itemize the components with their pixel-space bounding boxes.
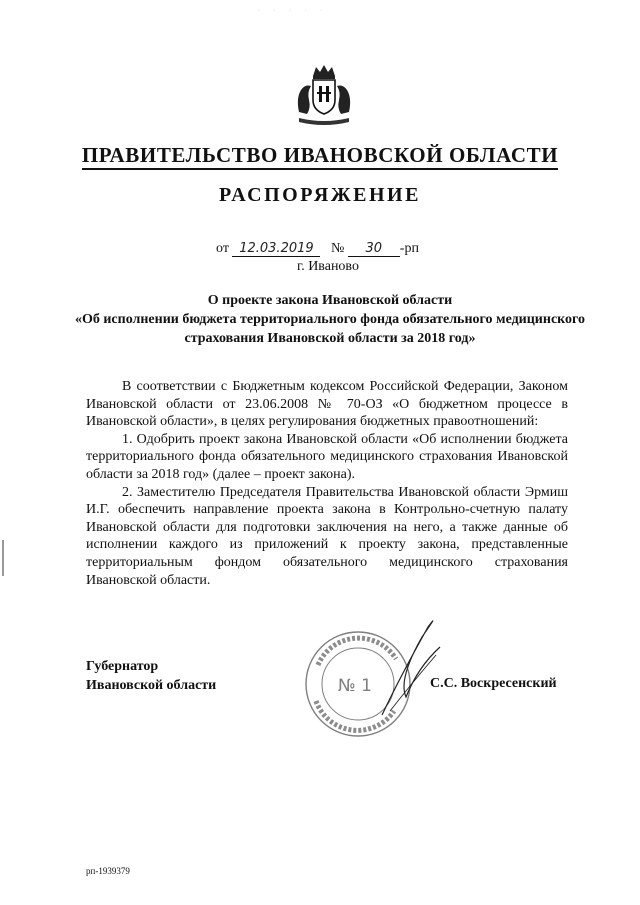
body-paragraph-2: 1. Одобрить проект закона Ивановской области «Об исполнении бюджета территориального фонда обязательного медицинского страхования Ивановской области за 2018 год» (далее – проект закона). [86, 431, 568, 482]
date-number-line [216, 241, 419, 257]
body-paragraph-1: В соответствии с Бюджетным кодексом Российской Федерации, Законом Ивановской области от 23.06.2008 № 70-ОЗ «О бюджетном процессе в Ивановской области», в целях регулирования бюджетных правоотношений: [86, 379, 568, 430]
title-line-1: О проекте закона Ивановской области [207, 293, 453, 308]
body-paragraph-3: 2. Заместителю Председателя Правительства Ивановской области Эрмиш И.Г. обеспечить направление проекта закона в Контрольно-счетную палату Ивановской области для подготовки заключения на него, а также данные об исполнении каждого из приложений к проекту закона, представленные территориальным фондом обязательного медицинского страхования Ивановской области. [86, 484, 568, 588]
coat-of-arms-icon [291, 62, 357, 128]
number-prefix: № [330, 241, 345, 256]
position-line-2: Ивановской области [86, 678, 217, 693]
signatory-position [86, 657, 216, 695]
scan-specks: · · · · · [258, 8, 328, 14]
number-value: 30 [348, 241, 400, 257]
document-body [86, 378, 568, 589]
date-value: 12.03.2019 [232, 241, 320, 257]
svg-text:№ 1: № 1 [338, 676, 372, 696]
city: г. Иваново [297, 259, 359, 274]
title-line-2: «Об исполнении бюджета территориального фонда обязательного медицинского страхования Ивановской области за 2018 год» [74, 312, 586, 346]
signatory-name: С.С. Воскресенский [430, 676, 557, 691]
document-code: рп-1939379 [86, 866, 130, 876]
organization-heading: ПРАВИТЕЛЬСТВО ИВАНОВСКОЙ ОБЛАСТИ [0, 143, 640, 168]
number-suffix: -рп [399, 241, 419, 256]
scan-edge-mark [2, 540, 4, 576]
date-prefix: от [216, 241, 229, 256]
position-line-1: Губернатор [86, 659, 159, 674]
document-title [60, 291, 600, 348]
document-type: РАСПОРЯЖЕНИЕ [219, 184, 421, 206]
